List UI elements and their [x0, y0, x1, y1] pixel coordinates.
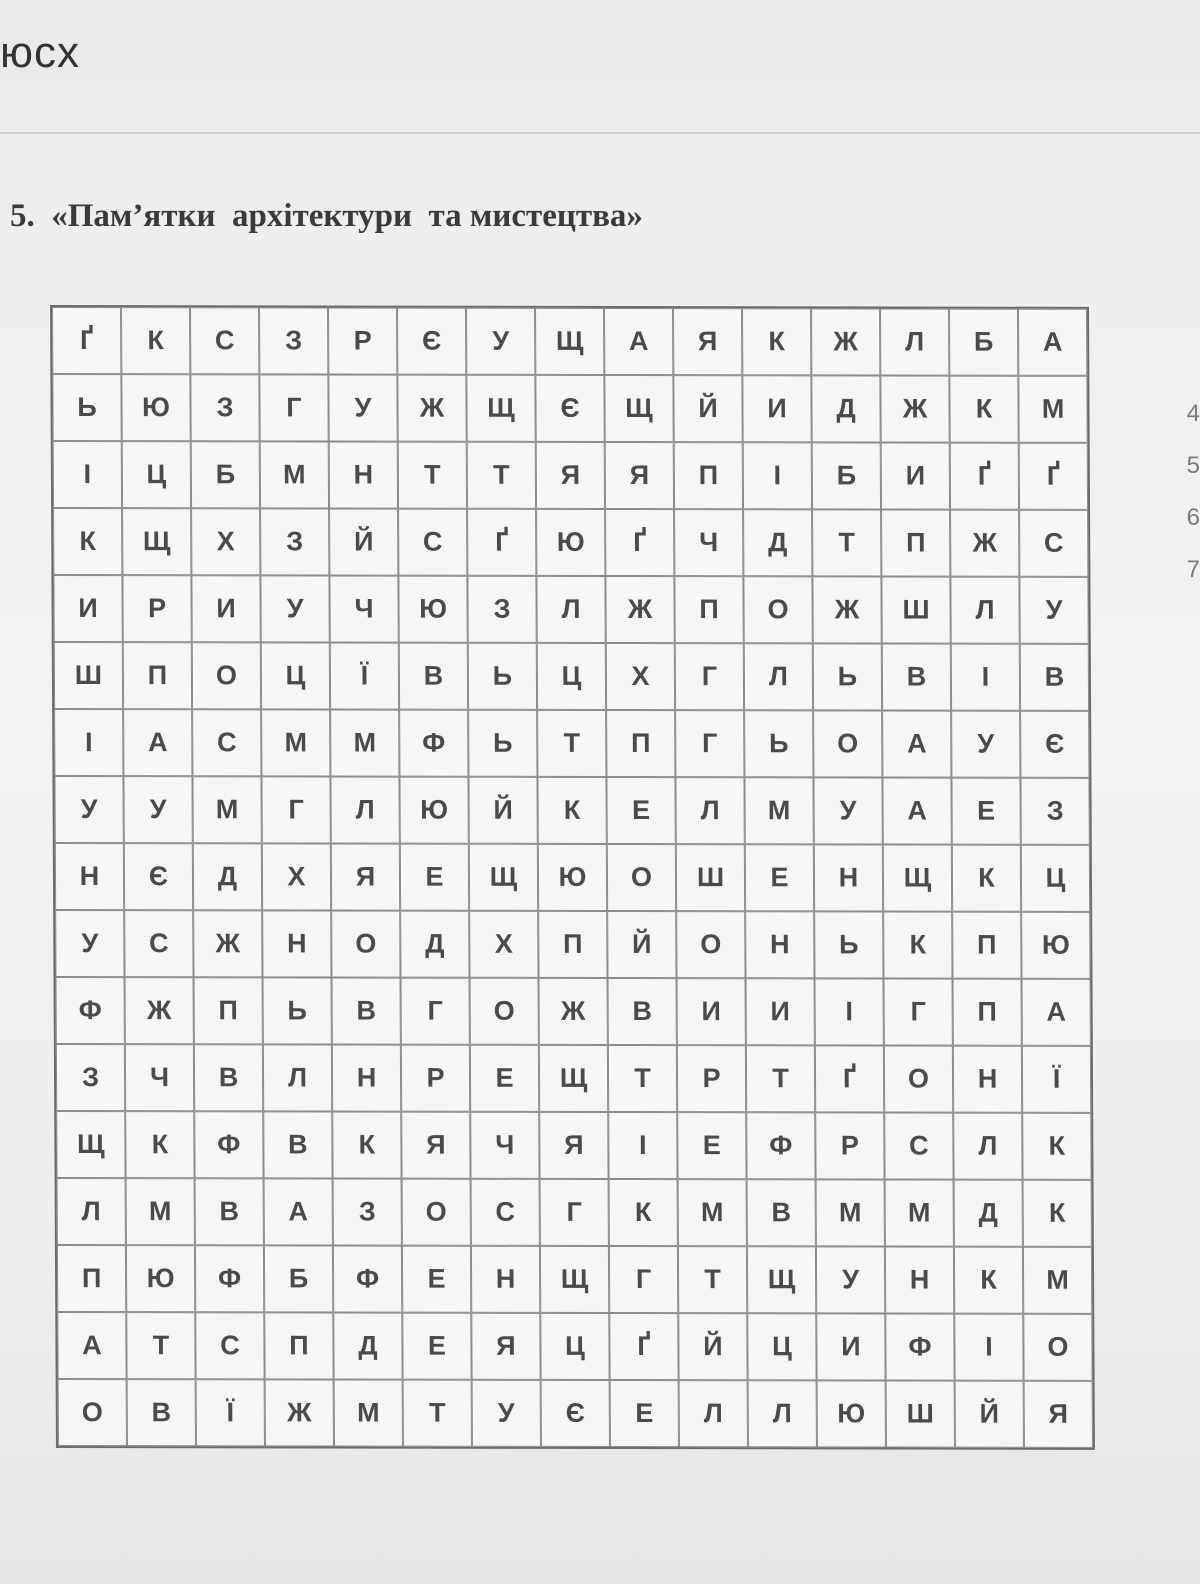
- grid-cell: Ц: [1021, 845, 1090, 912]
- grid-cell: С: [192, 709, 261, 776]
- grid-cell: Й: [673, 375, 742, 442]
- grid-cell: Г: [259, 374, 328, 441]
- grid-cell: У: [54, 776, 123, 843]
- section-divider: [0, 132, 1200, 134]
- grid-cell: Р: [328, 307, 397, 374]
- grid-cell: З: [259, 307, 328, 374]
- grid-cell: Е: [677, 1112, 746, 1179]
- header-fragment-text: юсх: [0, 28, 80, 77]
- grid-cell: Е: [402, 1313, 471, 1380]
- grid-cell: М: [330, 709, 399, 776]
- grid-cell: П: [606, 710, 675, 777]
- edge-number: 6: [1186, 504, 1200, 531]
- grid-cell: Ь: [814, 911, 883, 978]
- grid-cell: К: [883, 911, 952, 978]
- grid-cell: Й: [607, 911, 676, 978]
- grid-cell: Ю: [817, 1380, 886, 1447]
- grid-cell: С: [1019, 510, 1088, 577]
- grid-cell: Т: [467, 442, 536, 509]
- grid-cell: Ч: [470, 1112, 539, 1179]
- grid-cell: Є: [397, 308, 466, 375]
- grid-cell: Щ: [747, 1246, 816, 1313]
- grid-cell: Н: [262, 910, 331, 977]
- grid-cell: К: [949, 376, 1018, 443]
- grid-cell: І: [815, 978, 884, 1045]
- grid-cell: О: [813, 710, 882, 777]
- grid-cell: Е: [402, 1246, 471, 1313]
- grid-cell: Л: [880, 308, 949, 375]
- grid-cell: Л: [57, 1178, 126, 1245]
- grid-cell: М: [816, 1179, 885, 1246]
- grid-cell: М: [260, 441, 329, 508]
- grid-cell: П: [674, 442, 743, 509]
- grid-cell: П: [674, 576, 743, 643]
- grid-cell: Щ: [535, 308, 604, 375]
- grid-cell: М: [885, 1179, 954, 1246]
- grid-cell: К: [53, 508, 122, 575]
- grid-cell: М: [1023, 1247, 1092, 1314]
- grid-cell: П: [538, 911, 607, 978]
- grid-cell: Х: [606, 643, 675, 710]
- grid-cell: Т: [812, 509, 881, 576]
- grid-cell: Т: [746, 1045, 815, 1112]
- grid-cell: Н: [885, 1246, 954, 1313]
- grid-cell: Е: [745, 844, 814, 911]
- grid-cell: Я: [539, 1112, 608, 1179]
- grid-cell: Щ: [883, 844, 952, 911]
- grid-cell: Ю: [126, 1245, 195, 1312]
- grid-cell: И: [677, 978, 746, 1045]
- grid-cell: Й: [329, 508, 398, 575]
- grid-cell: Г: [401, 978, 470, 1045]
- grid-cell: М: [126, 1178, 195, 1245]
- grid-cell: Ж: [950, 510, 1019, 577]
- grid-cell: Ь: [468, 710, 537, 777]
- grid-cell: Ю: [1021, 912, 1090, 979]
- grid-cell: Ь: [468, 643, 537, 710]
- grid-cell: Щ: [540, 1246, 609, 1313]
- grid-cell: Є: [1020, 711, 1089, 778]
- grid-cell: О: [58, 1379, 127, 1446]
- grid-cell: С: [884, 1112, 953, 1179]
- grid-cell: Х: [262, 843, 331, 910]
- grid-cell: О: [1023, 1314, 1092, 1381]
- grid-cell: Є: [541, 1380, 610, 1447]
- grid-cell: Ф: [746, 1112, 815, 1179]
- grid-cell: І: [954, 1314, 1023, 1381]
- grid-cell: Ґ: [467, 509, 536, 576]
- grid-cell: Ф: [56, 977, 125, 1044]
- grid-cell: Ж: [539, 978, 608, 1045]
- grid-cell: Н: [953, 1046, 1022, 1113]
- grid-cell: С: [190, 307, 259, 374]
- grid-cell: Ю: [536, 509, 605, 576]
- grid-cell: І: [951, 644, 1020, 711]
- grid-cell: Ч: [125, 1044, 194, 1111]
- grid-cell: У: [328, 374, 397, 441]
- grid-cell: Т: [678, 1246, 747, 1313]
- grid-cell: Я: [471, 1313, 540, 1380]
- grid-cell: З: [467, 576, 536, 643]
- grid-cell: О: [676, 911, 745, 978]
- grid-cell: Н: [814, 844, 883, 911]
- grid-cell: И: [742, 375, 811, 442]
- grid-cell: Д: [811, 375, 880, 442]
- grid-cell: О: [607, 844, 676, 911]
- grid-cell: Я: [536, 442, 605, 509]
- grid-cell: У: [55, 910, 124, 977]
- grid-cell: П: [264, 1312, 333, 1379]
- grid-cell: Ф: [333, 1246, 402, 1313]
- grid-cell: Щ: [469, 844, 538, 911]
- grid-cell: Ю: [121, 374, 190, 441]
- grid-cell: Л: [744, 643, 813, 710]
- grid-cell: Д: [193, 843, 262, 910]
- grid-cell: Р: [401, 1045, 470, 1112]
- grid-cell: Р: [815, 1112, 884, 1179]
- grid-cell: Ч: [329, 575, 398, 642]
- grid-cell: О: [192, 642, 261, 709]
- grid-cell: Ґ: [815, 1045, 884, 1112]
- grid-cell: А: [1018, 309, 1087, 376]
- grid-cell: Щ: [604, 375, 673, 442]
- grid-cell: Д: [743, 509, 812, 576]
- grid-cell: З: [190, 374, 259, 441]
- grid-cell: Я: [401, 1112, 470, 1179]
- grid-cell: Н: [745, 911, 814, 978]
- grid-cell: П: [194, 977, 263, 1044]
- grid-cell: Ь: [813, 643, 882, 710]
- grid-cell: Б: [191, 441, 260, 508]
- grid-cell: Ю: [399, 777, 468, 844]
- grid-cell: Н: [471, 1246, 540, 1313]
- grid-cell: Л: [950, 577, 1019, 644]
- grid-cell: Я: [605, 442, 674, 509]
- grid-cell: К: [125, 1111, 194, 1178]
- grid-cell: Е: [610, 1380, 679, 1447]
- grid-cell: Д: [954, 1180, 1023, 1247]
- grid-cell: В: [399, 643, 468, 710]
- grid-cell: Й: [468, 777, 537, 844]
- grid-cell: Ч: [674, 509, 743, 576]
- grid-cell: Т: [126, 1312, 195, 1379]
- grid-cell: Т: [608, 1045, 677, 1112]
- grid-cell: В: [332, 978, 401, 1045]
- grid-cell: В: [263, 1111, 332, 1178]
- grid-cell: П: [952, 912, 1021, 979]
- grid-cell: В: [608, 978, 677, 1045]
- grid-cell: П: [953, 979, 1022, 1046]
- grid-cell: Ф: [195, 1245, 264, 1312]
- grid-cell: А: [882, 777, 951, 844]
- grid-cell: И: [881, 442, 950, 509]
- grid-cell: Р: [122, 575, 191, 642]
- grid-cell: В: [194, 1044, 263, 1111]
- grid-cell: Г: [675, 710, 744, 777]
- grid-cell: О: [331, 910, 400, 977]
- grid-cell: Л: [748, 1380, 817, 1447]
- grid-cell: В: [1020, 644, 1089, 711]
- grid-cell: М: [261, 709, 330, 776]
- grid-cell: Г: [609, 1246, 678, 1313]
- grid-cell: Л: [330, 776, 399, 843]
- grid-cell: В: [747, 1179, 816, 1246]
- grid-cell: И: [746, 978, 815, 1045]
- grid-cell: З: [1020, 778, 1089, 845]
- grid-cell: Ґ: [609, 1313, 678, 1380]
- grid-cell: Ф: [885, 1313, 954, 1380]
- grid-cell: Щ: [539, 1045, 608, 1112]
- grid-cell: І: [608, 1112, 677, 1179]
- grid-cell: К: [537, 777, 606, 844]
- grid-cell: Д: [400, 911, 469, 978]
- grid-cell: К: [609, 1179, 678, 1246]
- grid-cell: З: [56, 1044, 125, 1111]
- grid-cell: Ж: [880, 375, 949, 442]
- grid-cell: Б: [264, 1245, 333, 1312]
- grid-cell: Я: [673, 308, 742, 375]
- grid-cell: Т: [537, 710, 606, 777]
- grid-cell: А: [1022, 979, 1091, 1046]
- grid-cell: Д: [333, 1313, 402, 1380]
- edge-number: 7: [1186, 556, 1200, 583]
- grid-cell: Ї: [1022, 1046, 1091, 1113]
- grid-cell: У: [472, 1380, 541, 1447]
- grid-cell: Г: [261, 776, 330, 843]
- grid-cell: К: [742, 308, 811, 375]
- grid-cell: М: [1018, 376, 1087, 443]
- grid-cell: Ь: [52, 374, 121, 441]
- grid-cell: А: [123, 709, 192, 776]
- grid-cell: Щ: [466, 375, 535, 442]
- grid-cell: Ц: [540, 1313, 609, 1380]
- grid-cell: С: [471, 1179, 540, 1246]
- grid-cell: М: [192, 776, 261, 843]
- word-search-puzzle: [50, 305, 1095, 1450]
- grid-cell: Г: [540, 1179, 609, 1246]
- grid-cell: Л: [679, 1380, 748, 1447]
- grid-cell: Ї: [196, 1379, 265, 1446]
- grid-cell: С: [398, 509, 467, 576]
- grid-cell: Я: [1024, 1381, 1093, 1448]
- grid-cell: Е: [606, 777, 675, 844]
- grid-cell: А: [604, 308, 673, 375]
- grid-cell: Н: [55, 843, 124, 910]
- grid-cell: Ю: [398, 576, 467, 643]
- grid-cell: О: [884, 1045, 953, 1112]
- grid-cell: Ґ: [605, 509, 674, 576]
- grid-cell: Г: [675, 643, 744, 710]
- grid-cell: Т: [403, 1380, 472, 1447]
- grid-cell: Н: [329, 441, 398, 508]
- grid-cell: В: [127, 1379, 196, 1446]
- grid-cell: Ж: [605, 576, 674, 643]
- grid-cell: Ґ: [950, 443, 1019, 510]
- edge-number: 4: [1186, 400, 1200, 427]
- grid-cell: У: [813, 777, 882, 844]
- grid-cell: І: [53, 441, 122, 508]
- exercise-title: 5. «Пам’ятки архітектури та мистецтва»: [10, 198, 643, 234]
- grid-cell: Ш: [881, 576, 950, 643]
- grid-cell: И: [816, 1313, 885, 1380]
- grid-cell: Ц: [537, 643, 606, 710]
- grid-cell: В: [195, 1178, 264, 1245]
- grid-cell: Ш: [54, 642, 123, 709]
- grid-cell: Г: [884, 978, 953, 1045]
- grid-cell: Ж: [193, 910, 262, 977]
- grid-cell: Ґ: [1019, 443, 1088, 510]
- grid-cell: Ф: [399, 710, 468, 777]
- grid-cell: Є: [535, 375, 604, 442]
- grid-cell: А: [264, 1178, 333, 1245]
- grid-cell: Ж: [125, 977, 194, 1044]
- grid-cell: З: [260, 508, 329, 575]
- grid-cell: С: [195, 1312, 264, 1379]
- grid-cell: Ф: [194, 1111, 263, 1178]
- grid-cell: Ш: [886, 1380, 955, 1447]
- grid-cell: Ь: [744, 710, 813, 777]
- grid-cell: М: [678, 1179, 747, 1246]
- grid-cell: А: [882, 710, 951, 777]
- grid-cell: Ґ: [52, 307, 121, 374]
- grid-cell: Щ: [56, 1111, 125, 1178]
- grid-cell: О: [402, 1179, 471, 1246]
- grid-cell: Т: [398, 442, 467, 509]
- grid-cell: С: [124, 910, 193, 977]
- grid-cell: У: [466, 308, 535, 375]
- edge-number: 5: [1186, 452, 1200, 479]
- letter-grid: [50, 305, 1095, 1450]
- grid-cell: У: [123, 776, 192, 843]
- grid-cell: И: [191, 575, 260, 642]
- grid-cell: Є: [124, 843, 193, 910]
- grid-cell: У: [260, 575, 329, 642]
- grid-cell: Ю: [538, 844, 607, 911]
- grid-cell: К: [332, 1112, 401, 1179]
- grid-cell: Ц: [122, 441, 191, 508]
- grid-cell: К: [1023, 1180, 1092, 1247]
- grid-cell: К: [954, 1247, 1023, 1314]
- grid-cell: Х: [469, 911, 538, 978]
- grid-cell: Я: [331, 843, 400, 910]
- grid-cell: М: [744, 777, 813, 844]
- grid-cell: І: [743, 442, 812, 509]
- grid-cell: Б: [949, 309, 1018, 376]
- grid-cell: Н: [332, 1045, 401, 1112]
- grid-cell: О: [470, 978, 539, 1045]
- grid-cell: Е: [470, 1045, 539, 1112]
- grid-cell: Е: [400, 844, 469, 911]
- grid-cell: А: [57, 1312, 126, 1379]
- grid-cell: М: [334, 1380, 403, 1447]
- grid-cell: Ї: [330, 642, 399, 709]
- grid-cell: Ь: [263, 977, 332, 1044]
- grid-cell: К: [1022, 1113, 1091, 1180]
- grid-cell: О: [743, 576, 812, 643]
- grid-cell: Й: [955, 1381, 1024, 1448]
- grid-cell: В: [882, 643, 951, 710]
- grid-cell: П: [57, 1245, 126, 1312]
- grid-cell: И: [53, 575, 122, 642]
- grid-cell: Ж: [397, 375, 466, 442]
- grid-cell: У: [816, 1246, 885, 1313]
- grid-cell: Ж: [265, 1379, 334, 1446]
- grid-cell: П: [881, 509, 950, 576]
- grid-cell: У: [1019, 577, 1088, 644]
- grid-cell: Щ: [122, 508, 191, 575]
- grid-cell: Л: [536, 576, 605, 643]
- grid-cell: У: [951, 711, 1020, 778]
- grid-cell: Ж: [812, 576, 881, 643]
- grid-cell: З: [333, 1179, 402, 1246]
- grid-cell: К: [121, 307, 190, 374]
- grid-cell: Л: [953, 1113, 1022, 1180]
- grid-cell: Е: [951, 778, 1020, 845]
- grid-cell: Л: [263, 1044, 332, 1111]
- grid-cell: Й: [678, 1313, 747, 1380]
- grid-cell: Ц: [261, 642, 330, 709]
- grid-cell: Х: [191, 508, 260, 575]
- grid-cell: Р: [677, 1045, 746, 1112]
- grid-cell: Ш: [676, 844, 745, 911]
- grid-cell: К: [952, 845, 1021, 912]
- grid-cell: П: [123, 642, 192, 709]
- grid-cell: Ж: [811, 308, 880, 375]
- grid-cell: І: [54, 709, 123, 776]
- grid-cell: Ц: [747, 1313, 816, 1380]
- grid-cell: Б: [812, 442, 881, 509]
- grid-cell: Л: [675, 777, 744, 844]
